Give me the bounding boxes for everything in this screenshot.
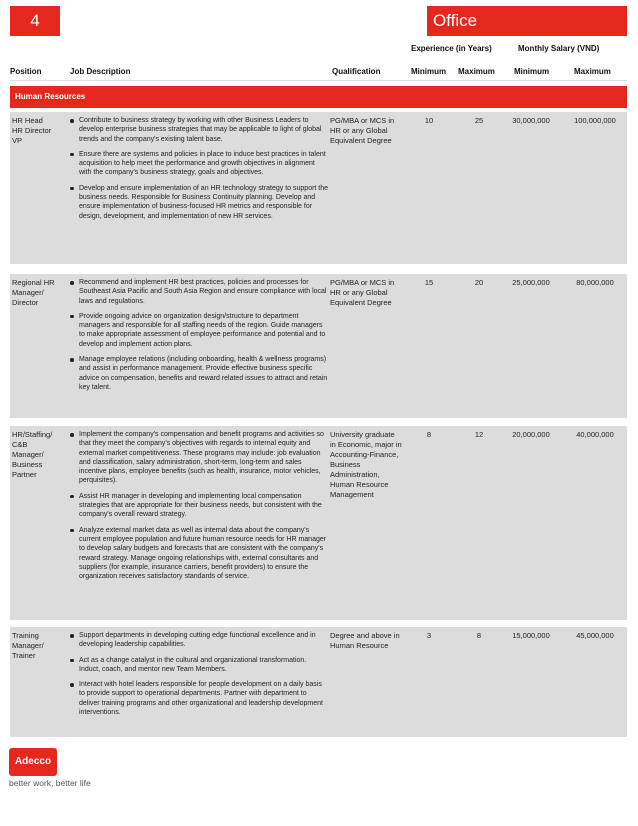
column-header-exp-max: Maximum [458,67,495,76]
row-exp-max: 25 [474,116,484,125]
header-divider [10,80,627,81]
column-header-qualification: Qualification [332,67,381,76]
row-position: HR Head HR Director VP [12,116,52,145]
table-row [10,426,627,620]
column-header-exp-min: Minimum [411,67,447,76]
row-exp-min: 3 [426,631,432,640]
footer-tagline: better work, better life [9,778,91,788]
column-header-description: Job Description [70,67,131,76]
adecco-logo: Adecco [9,748,57,776]
section-band-human-resources: Human Resources [10,86,627,108]
row-position: Regional HR Manager/ Director [12,278,55,307]
salary-group-header: Monthly Salary (VND) [518,44,600,53]
row-exp-min: 8 [426,430,432,439]
description-item: Recommend and implement HR best practices, policies and processes for Southeast Asia Pacific and South Asia Region and ensure compliance with local laws and regulations. [69,278,329,306]
row-salary-min: 15,000,000 [512,631,550,640]
description-item: Provide ongoing advice on organization design/structure to department managers and responsible for all staffing needs of the region. Guide managers to make appropriate assessment of employee performance and potential and to develop and implement action plans. [69,312,329,349]
description-item: Act as a change catalyst in the cultural and organizational transformation. Induct, coach, and mentor new Team Members. [69,656,329,675]
table-row [10,627,627,737]
row-description [69,278,329,398]
description-item: Analyze external market data as well as internal data about the company's current employee population and future human resource needs for HR manager to develop salary budgets and forecasts that are consistent with the company's reward strategy. Manage ongoing relationships with, external consultants and suppliers (for example, insurance carriers, benefit providers) to ensure the organization receives satisfactory standards of service. [69,526,329,582]
row-qualification: Degree and above in Human Resource [330,631,400,650]
row-position: HR/Staffing/ C&B Manager/ Business Partner [12,430,53,479]
row-salary-max: 80,000,000 [576,278,614,287]
description-item: Implement the company's compensation and benefit programs and activities so that they meet the company's objectives with regards to internal equity and external market competitiveness. These programs may include: job evaluation and classification, salary administration, short-term, long-term and sales incentive plans, employee benefits (such as health, insurance, motor vehicles, perquisites). [69,430,329,486]
section-title-office: Office [427,6,627,36]
row-salary-min: 20,000,000 [512,430,550,439]
column-header-salary-min: Minimum [514,67,550,76]
row-qualification: PG/MBA or MCS in HR or any Global Equivalent Degree [330,278,395,307]
row-exp-max: 20 [474,278,484,287]
row-qualification: PG/MBA or MCS in HR or any Global Equivalent Degree [330,116,395,145]
column-header-position: Position [10,67,42,76]
row-salary-max: 40,000,000 [576,430,614,439]
row-exp-max: 8 [476,631,482,640]
row-description [69,631,329,723]
description-item: Support departments in developing cutting edge functional excellence and in developing leadership capabilities. [69,631,329,650]
row-position: Training Manager/ Trainer [12,631,44,660]
description-item: Assist HR manager in developing and implementing local compensation strategies that are appropriate for their business needs, but consistent with the company's overall reward strategy. [69,492,329,520]
row-description [69,430,329,587]
column-header-salary-max: Maximum [574,67,611,76]
description-item: Develop and ensure implementation of an HR technology strategy to support the business needs. Responsible for Business Continuity planning. Develop and ensure implementation of business-focused HR metrics and responsible for design, development, and implementation of new HR services. [69,184,329,221]
description-item: Contribute to business strategy by working with other Business Leaders to develop enterprise business strategies that may be applicable to light of global trends and the company's existing talent base. [69,116,329,144]
page-number: 4 [10,6,60,36]
row-salary-min: 30,000,000 [512,116,550,125]
row-exp-min: 10 [424,116,434,125]
row-salary-max: 45,000,000 [576,631,614,640]
row-exp-max: 12 [474,430,484,439]
table-row [10,274,627,418]
row-salary-min: 25,000,000 [512,278,550,287]
row-description [69,116,329,227]
experience-group-header: Experience (in Years) [411,44,492,53]
description-item: Manage employee relations (including onboarding, health & wellness programs) and assist in performance management. Provide effective business specific advice on compensation, benefits and reward related issues to attract and retain key talent. [69,355,329,392]
description-item: Ensure there are systems and policies in place to induce best practices in talent acquisition to help meet the performance and growth objectives in alignment with the company's business strategy, goals and objectives. [69,150,329,178]
row-qualification: University graduate in Economic, major in Accounting-Finance, Business Administration, Human Resource Management [330,430,402,499]
description-item: Interact with hotel leaders responsible for people development on a daily basis to provide support to operational departments. Partner with department to deliver training programs and other organizational and leadership development interventions. [69,680,329,717]
row-exp-min: 15 [424,278,434,287]
table-row [10,112,627,264]
row-salary-max: 100,000,000 [574,116,616,125]
